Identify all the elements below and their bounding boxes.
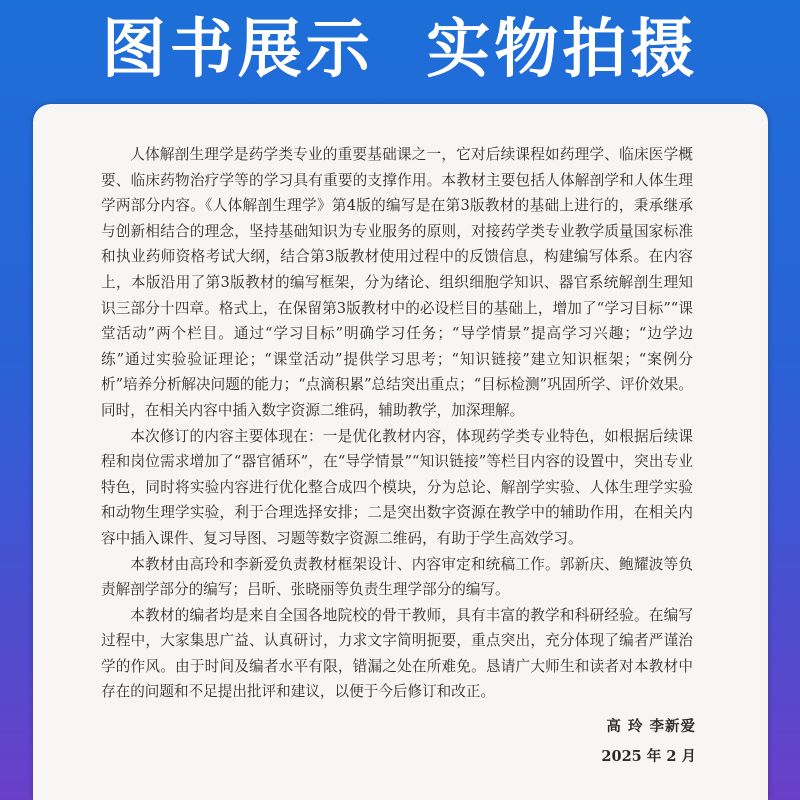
preface-paragraph: 本教材由高玲和李新爱负责教材框架设计、内容审定和统稿工作。郭新庆、鲍耀波等负责解剖学部分的编写；吕昕、张晓丽等负责生理学部分的编写。 — [101, 555, 693, 599]
preface-paragraph: 本教材的编者均是来自全国各地院校的骨干教师，具有丰富的教学和科研经验。在编写过程中，大家集思广益、认真研讨，力求文字简明扼要，重点突出，充分体现了编者严谨治学的作风。由于时间及编者水平有限，错漏之处在所难免。恳请广大师生和读者对本教材中存在的问题和不足提出批评和建议，以便于今后修订和改正。 — [101, 606, 693, 701]
banner-title: 图书展示 实物拍摄 — [101, 13, 699, 87]
preface-paragraph: 本次修订的内容主要体现在：一是优化教材内容，体现药学类专业特色，如根据后续课程和岗位需求增加了“器官循环”，在“导学情景”“知识链接”等栏目内容的设置中，突出专业特色，同时将实验内容进行优化整合成四个模块，分为总论、解剖学实验、人体生理学实验和动物生理学实验，利于合理选择安排；二是突出数字资源在教学中的辅助作用，在相关内容中插入课件、复习导图、习题等数字资源二维码，有助于学生高效学习。 — [101, 427, 693, 547]
date: 2025 年 2 月 — [601, 748, 696, 765]
authors: 高 玲 李新爱 — [606, 718, 696, 735]
signature-block — [601, 712, 696, 772]
banner — [0, 0, 800, 100]
preface-paragraph: 人体解剖生理学是药学类专业的重要基础课之一，它对后续课程如药理学、临床医学概要、临床药物治疗学等的学习具有重要的支撑作用。本教材主要包括人体解剖学和人体生理学两部分内容。《人体解剖生理学》第4版的编写是在第3版教材的基础上进行的，秉承继承与创新相结合的理念，坚持基础知识为专业服务的原则，对接药学类专业教学质量国家标准和执业药师资格考试大纲，结合第3版教材使用过程中的反馈信息，构建编写体系。在内容上，本版沿用了第3版教材的编写框架，分为绪论、组织细胞学知识、器官系统解剖生理知识三部分十四章。格式上，在保留第3版教材中的必设栏目的基础上，增加了“学习目标”“课堂活动”两个栏目。通过“学习目标”明确学习任务；“导学情景”提高学习兴趣；“边学边练”通过实验验证理论；“课堂活动”提供学习思考；“知识链接”建立知识框架；“案例分析”培养分析解决问题的能力；“点滴积累”总结突出重点；“目标检测”巩固所学、评价效果。同时，在相关内容中插入数字资源二维码，辅助教学，加深理解。 — [101, 146, 693, 419]
preface-text — [101, 142, 693, 705]
book-page — [33, 104, 768, 800]
